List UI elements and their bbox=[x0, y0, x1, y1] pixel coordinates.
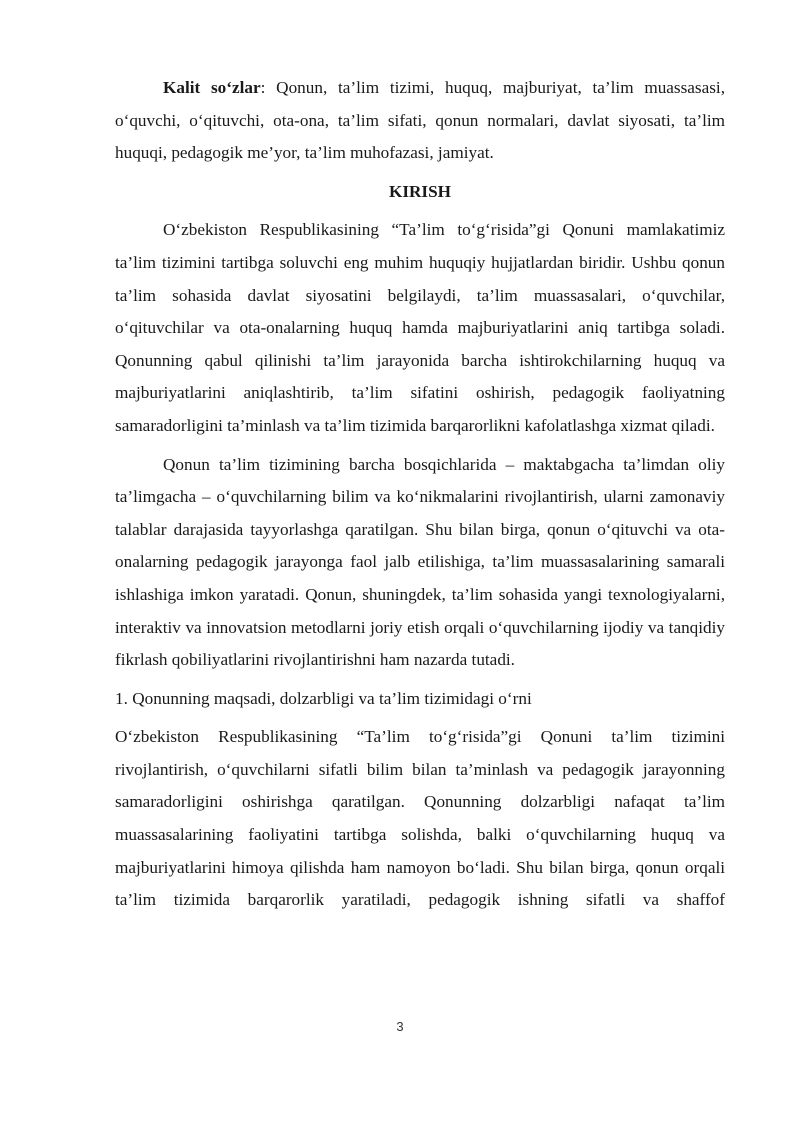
intro-heading: KIRISH bbox=[388, 181, 452, 201]
section-1-heading: 1. Qonunning maqsadi, dolzarbligi va ta’lim tizimidagi o‘rni bbox=[115, 688, 532, 708]
section-1-paragraph: O‘zbekiston Respublikasining “Ta’lim to‘g‘risida”gi Qonuni ta’lim tizimini rivojlantirish, o‘quvchilarni sifatli bilim bilan ta’minlash va pedagogik jarayonning samaradorligini oshirishga qaratilgan. Qonunning dolzarbligi nafaqat ta’lim muassasalarining faoliyatini tartibga solishda, balki o‘quvchilarning huquq va majburiyatlarini himoya qilishda ham namoyon bo‘ladi. Shu bilan birga, qonun orqali ta’lim tizimida barqarorlik yaratiladi, pedagogik ishning sifatli va shaffof bbox=[115, 727, 725, 910]
keywords-text: : Qonun, ta’lim tizimi, huquq, majburiyat, ta’lim muassasasi, o‘quvchi, o‘qituvchi, ota-ona, ta’lim sifati, qonun normalari, davlat siyosati, ta’lim huquqi, pedagogik me’yor, ta’lim muhofazasi, jamiyat. bbox=[115, 78, 726, 163]
intro-paragraph-2: Qonun ta’lim tizimining barcha bosqichlarida – maktabgacha ta’limdan oliy ta’limgacha – o‘quvchilarning bilim va ko‘nikmalarini rivojlantirish, ularni zamonaviy talablar darajasida tayyorlashga qaratilgan. Shu bilan birga, qonun o‘qituvchi va ota-onalarning pedagogik jarayonga faol jalb etilishiga, ta’lim muassasalarining samarali ishlashiga imkon yaratadi. Qonun, shuningdek, ta’lim sohasida yangi texnologiyalarni, interaktiv va innovatsion metodlarni joriy etish orqali o‘quvchilarning ijodiy va tanqidiy fikrlash qobiliyatlarini rivojlantirishni ham nazarda tutadi. bbox=[115, 454, 725, 670]
page-content bbox=[115, 72, 725, 917]
page-number: 3 bbox=[396, 1019, 404, 1034]
keywords-label: Kalit so‘zlar bbox=[163, 78, 261, 97]
intro-paragraph-1: O‘zbekiston Respublikasining “Ta’lim to‘g‘risida”gi Qonuni mamlakatimiz ta’lim tizimini tartibga soluvchi eng muhim huquqiy hujjatlardan biridir. Ushbu qonun ta’lim sohasida davlat siyosatini belgilaydi, ta’lim muassasalari, o‘quvchilar, o‘qituvchilar va ota-onalarning huquq hamda majburiyatlarini aniq tartibga soladi. Qonunning qabul qilinishi ta’lim jarayonida barcha ishtirokchilarning huquq va majburiyatlarini aniqlashtirib, ta’lim sifatini oshirish, pedagogik faoliyatning samaradorligini ta’minlash va ta’lim tizimida barqarorlikni kafolatlashga xizmat qiladi. bbox=[115, 220, 725, 435]
keywords-paragraph bbox=[115, 72, 725, 170]
